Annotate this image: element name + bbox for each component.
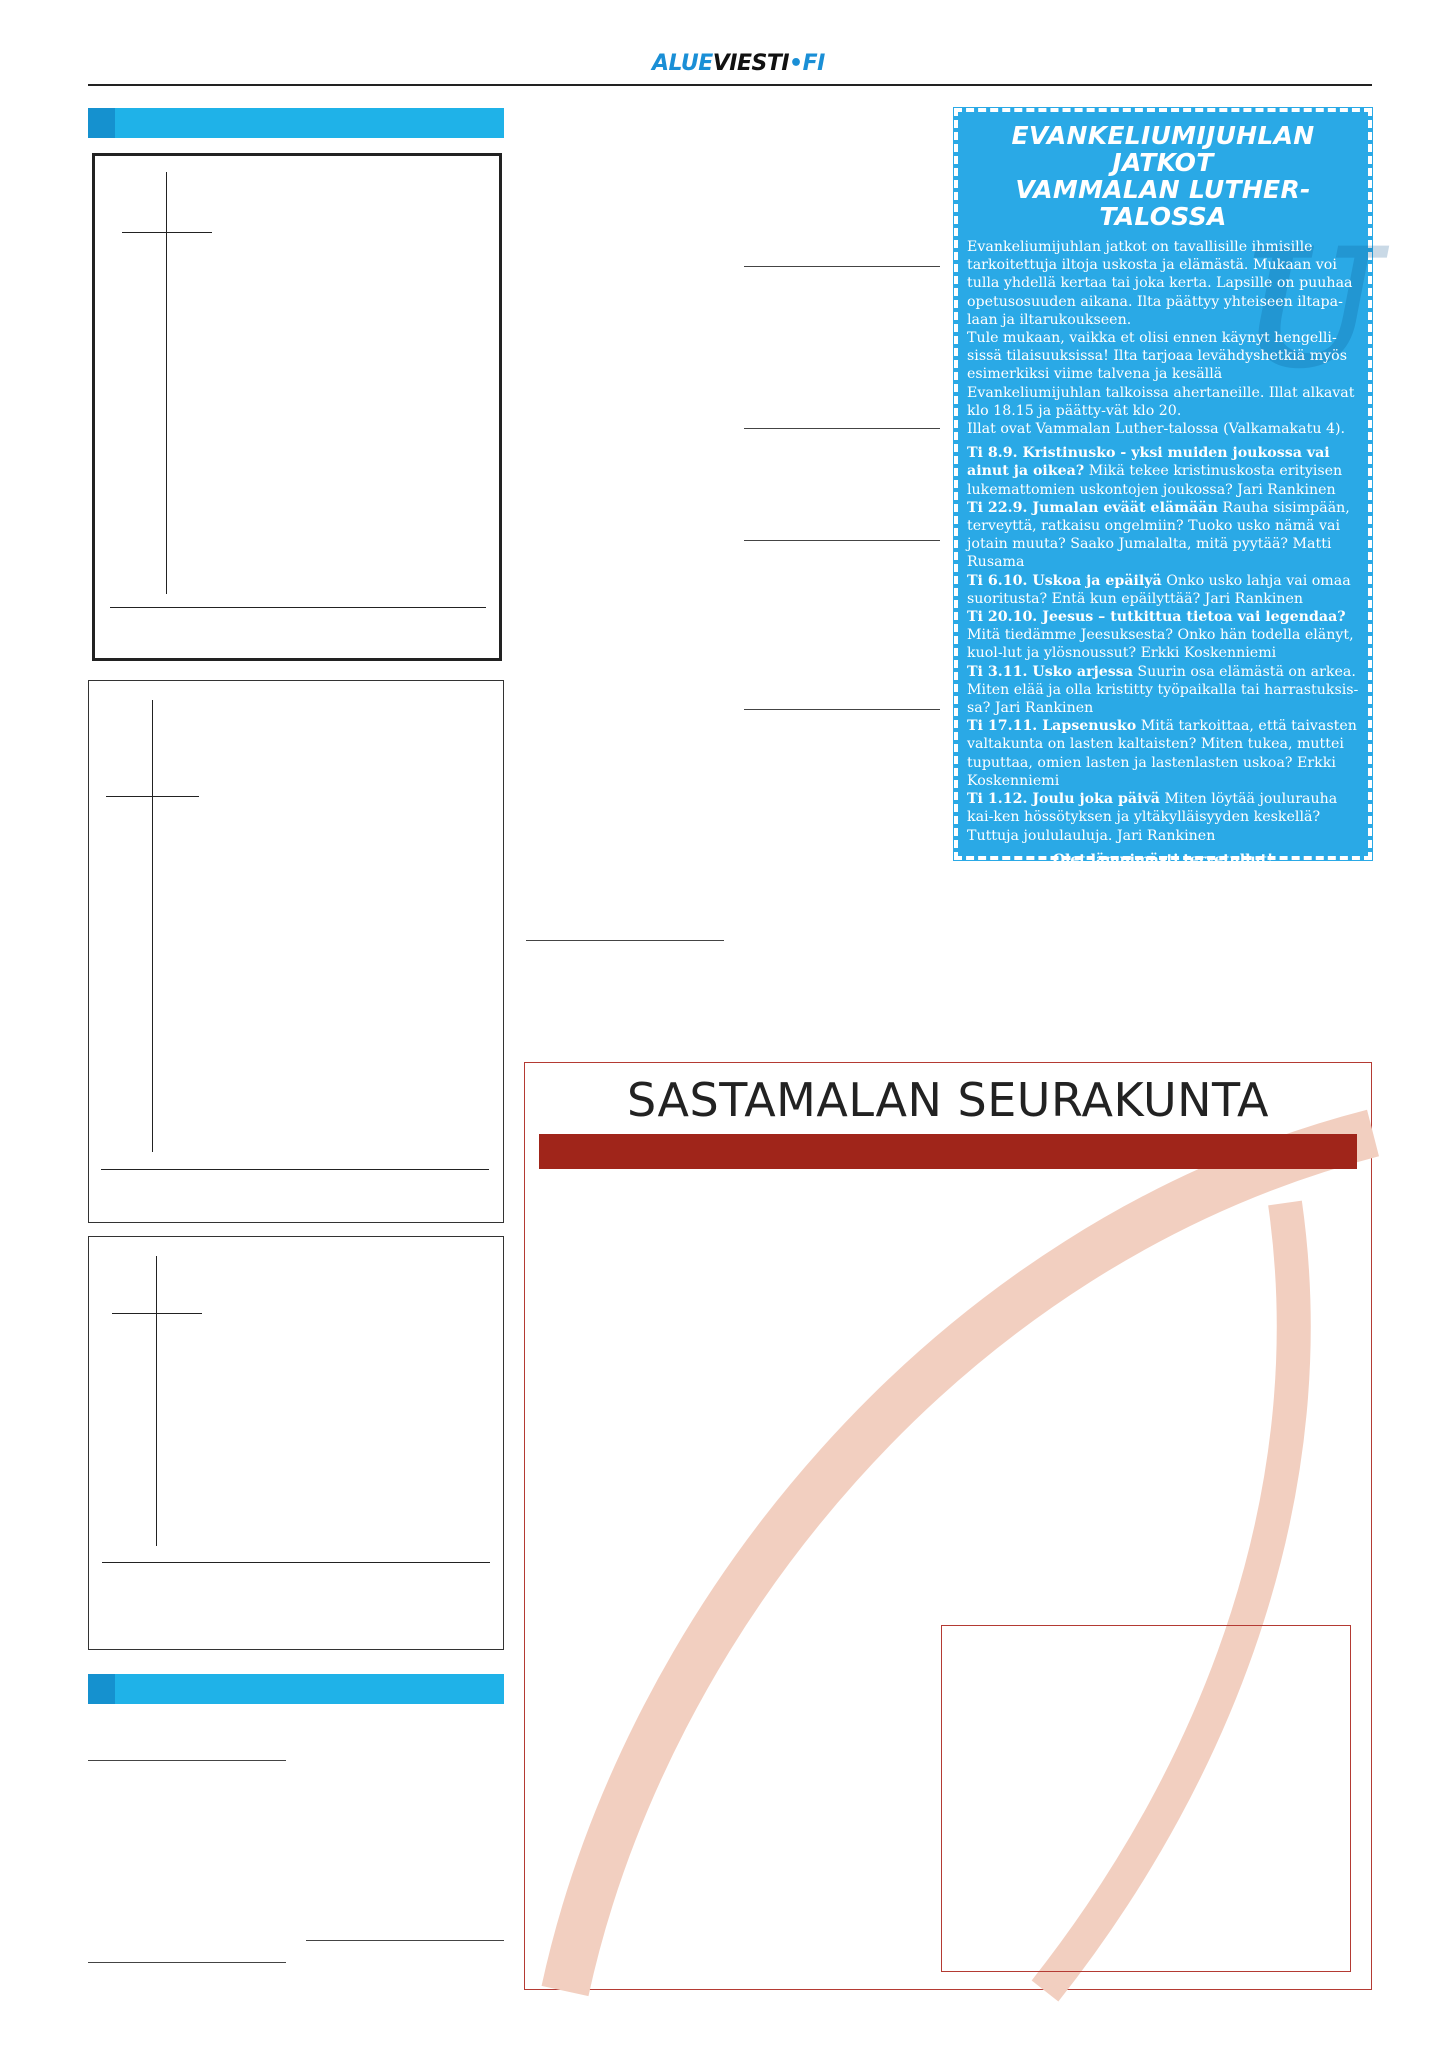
ad-event xyxy=(967,608,1359,663)
ad-event xyxy=(967,663,1359,718)
obituary-frame-3 xyxy=(88,1236,504,1650)
ad-event-heading: Ti 6.10. Uskoa ja epäilyä xyxy=(967,572,1162,589)
ad-event-text: Onko usko lahja vai omaa suoritusta? Entä kun epäilyttää? Jari Rankinen xyxy=(967,572,1351,607)
ad-event-heading: Ti 8.9. Kristinusko - yksi muiden joukossa vai ainut ja oikea? xyxy=(967,445,1330,480)
cross-vertical-2 xyxy=(152,700,153,1152)
parish-section xyxy=(524,1062,1372,1990)
cross-horizontal-1 xyxy=(122,232,212,233)
header-rule xyxy=(88,84,1372,86)
ad-event-heading: Ti 17.11. Lapsenusko xyxy=(967,718,1137,735)
section-bar-top xyxy=(88,108,504,138)
left-rule-3 xyxy=(88,1962,286,1963)
ad-event-heading: Ti 1.12. Joulu joka päivä xyxy=(967,791,1160,808)
section-bar-square xyxy=(88,1674,115,1704)
ad-event-text: Mitä tarkoittaa, että taivasten valtakunta on lasten kaltaisten? Miten tukea, muttei tuputtaa, omien lasten ja lastenlasten uskoa? Erkki Koskenniemi xyxy=(967,718,1357,789)
cross-horizontal-2 xyxy=(106,796,199,797)
ad-invite: Tule mukaan, vaikka et olisi ennen käynyt hengelli-sissä tilaisuuksissa! Ilta tarjoaa levähdyshetkiä myös esimerkiksi viime talvena ja kesällä Evankeliumijuhlan talkoissa ahertaneille. Illat alkavat klo 18.15 ja päätty-vät klo 20. xyxy=(967,330,1355,419)
obituary-rule-3 xyxy=(102,1562,490,1563)
ad-intro: Evankeliumijuhlan jatkot on tavallisille ihmisille tarkoitettuja iltoja uskosta ja elämästä. Mukaan voi tulla yhdellä kertaa tai joka kerta. Lapsille on puuhaa opetusosuuden aikana. Ilta päättyy yhteiseen iltapa-laan ja iltarukoukseen. xyxy=(967,239,1353,328)
ad-title xyxy=(958,112,1368,230)
middle-rule-4 xyxy=(744,709,940,710)
ad-event xyxy=(967,790,1359,845)
ad-event xyxy=(967,572,1359,608)
logo-part-viesti: VIESTI xyxy=(712,51,790,76)
ad-event-heading: Ti 3.11. Usko arjessa xyxy=(967,663,1133,680)
masthead-logo xyxy=(652,51,825,76)
ad-title-line-2: VAMMALAN LUTHER-TALOSSA xyxy=(1015,175,1311,231)
ad-event xyxy=(967,444,1359,499)
parish-red-bar xyxy=(539,1134,1357,1169)
parish-title: SASTAMALAN SEURAKUNTA xyxy=(626,1073,1270,1127)
ad-closing xyxy=(958,845,1368,887)
left-rule-2 xyxy=(306,1940,504,1941)
obituary-frame-2 xyxy=(88,680,504,1223)
middle-rule-2 xyxy=(744,428,940,429)
obituary-rule-2 xyxy=(101,1169,489,1170)
cross-vertical-3 xyxy=(156,1256,157,1546)
obituary-frame-1 xyxy=(92,153,502,661)
parish-inner-frame xyxy=(941,1625,1351,1972)
ad-event-text: Rauha sisimpään, terveyttä, ratkaisu ongelmiin? Tuoko usko nämä vai jotain muuta? Saako Jumalalta, mitä pyytää? Matti Rusama xyxy=(967,499,1350,571)
obituary-rule-1 xyxy=(110,607,486,608)
ad-event xyxy=(967,717,1359,790)
ad-body xyxy=(958,230,1368,845)
logo-part-fi: •FI xyxy=(789,51,825,76)
ad-closing-line-1: Olet lämpimästi tervetullut! xyxy=(1052,851,1274,868)
ad-event-heading: Ti 20.10. Jeesus – tutkittua tietoa vai legendaa? xyxy=(967,609,1346,626)
ad-event xyxy=(967,499,1359,572)
ad-closing-line-2: Suomen Luterilainen Evankeliumiyhdistys xyxy=(997,869,1329,886)
left-rule-1 xyxy=(88,1760,286,1761)
evangelical-ad xyxy=(954,108,1378,886)
ad-event-text: Mikä tekee kristinuskosta erityisen lukemattomien uskontojen joukossa? Jari Rankinen xyxy=(967,463,1343,498)
ad-event-text: Suurin osa elämästä on arkea. Miten elää ja olla kristitty työpaikalla tai harrastuksis-sa? Jari Rankinen xyxy=(967,663,1359,717)
ad-background-logo: ᴜ xyxy=(1243,153,1378,420)
ad-event-text: Miten löytää joulurauha kai-ken hössötyksen ja yltäkylläisyyden keskellä? Tuttuja joululauluja. Jari Rankinen xyxy=(967,791,1338,844)
ad-event-heading: Ti 22.9. Jumalan eväät elämään xyxy=(967,499,1218,516)
section-bar-bottom xyxy=(88,1674,504,1704)
middle-rule-5 xyxy=(526,940,724,941)
cross-vertical-1 xyxy=(166,172,167,594)
ad-location: Illat ovat Vammalan Luther-talossa (Valkamakatu 4). xyxy=(967,421,1346,438)
section-bar-square xyxy=(88,108,115,138)
logo-part-alue: ALUE xyxy=(652,51,713,76)
ad-event-text: Mitä tiedämme Jeesuksesta? Onko hän todella elänyt, kuol-lut ja ylösnoussut? Erkki Koskenniemi xyxy=(967,627,1354,662)
cross-horizontal-3 xyxy=(112,1313,202,1314)
middle-rule-3 xyxy=(744,540,940,541)
middle-rule-1 xyxy=(744,266,940,267)
ad-title-line-1: EVANKELIUMIJUHLAN JATKOT xyxy=(1011,121,1315,177)
